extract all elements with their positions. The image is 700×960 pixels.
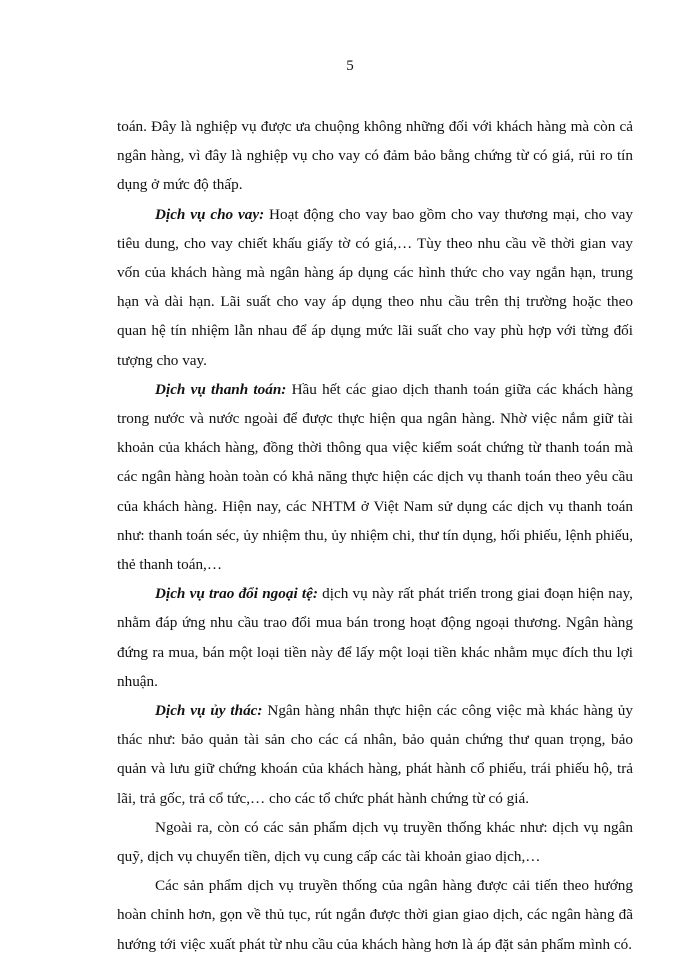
paragraph-text: Hầu hết các giao dịch thanh toán giữa các khách hàng trong nước và nước ngoài để được thực hiện qua ngân hàng. Nhờ việc nắm giữ tài khoản của khách hàng, đồng thời thông qua việc kiểm soát chứng từ thanh toán mà các ngân hàng hoàn toàn có khả năng thực hiện các dịch vụ thanh toán theo yêu cầu của khách hàng. Hiện nay, các NHTM ở Việt Nam sử dụng các dịch vụ thanh toán như: thanh toán séc, ủy nhiệm thu, ủy nhiệm chi, thư tín dụng, hối phiếu, lệnh phiếu, thẻ thanh toán,… [117, 380, 633, 574]
paragraph-payment-service [117, 375, 633, 579]
term-trust-service: Dịch vụ ủy thác: [155, 702, 263, 720]
page-number: 5 [346, 58, 354, 74]
term-loan-service: Dịch vụ cho vay: [155, 205, 265, 223]
paragraph-text: dịch vụ này rất phát triển trong giai đoạn hiện nay, nhằm đáp ứng nhu cầu trao đổi mua bán trong hoạt động ngoại thương. Ngân hàng đứng ra mua, bán một loại tiền này để lấy một loại tiền khác nhằm mục đích thu lợi nhuận. [117, 585, 633, 690]
document-body [117, 112, 633, 959]
paragraph-foreign-exchange-service [117, 579, 633, 696]
paragraph-continuation [117, 112, 633, 200]
paragraph-other-services [117, 813, 633, 871]
paragraph-text: Ngân hàng nhân thực hiện các công việc mà khác hàng ủy thác như: bảo quản tài sản cho các cá nhân, bảo quản chứng thư quan trọng, bảo quản và lưu giữ chứng khoán của khách hàng, phát hành cổ phiếu, trái phiếu hộ, trả lãi, trả gốc, trả cổ tức,… cho các tổ chức phát hành chứng từ có giá. [117, 702, 633, 807]
paragraph-loan-service [117, 200, 633, 375]
paragraph-text: Hoạt động cho vay bao gồm cho vay thương mại, cho vay tiêu dung, cho vay chiết khấu giấy tờ có giá,… Tùy theo nhu cầu về thời gian vay vốn của khách hàng mà ngân hàng áp dụng các hình thức cho vay ngắn hạn, trung hạn và dài hạn. Lãi suất cho vay áp dụng theo nhu cầu trên thị trường hoặc theo quan hệ tín nhiệm lẫn nhau để áp dụng mức lãi suất cho vay phù hợp với từng đối tượng cho vay. [117, 205, 633, 369]
term-foreign-exchange-service: Dịch vụ trao đổi ngoại tệ: [155, 585, 318, 603]
paragraph-text: Ngoài ra, còn có các sản phẩm dịch vụ truyền thống khác như: dịch vụ ngân quỹ, dịch vụ chuyển tiền, dịch vụ cung cấp các tài khoản giao dịch,… [117, 818, 633, 866]
paragraph-traditional-products [117, 871, 633, 959]
paragraph-text: toán. Đây là nghiệp vụ được ưa chuộng không những đối với khách hàng mà còn cả ngân hàng, vì đây là nghiệp vụ cho vay có đảm bảo bằng chứng từ có giá, rủi ro tín dụng ở mức độ thấp. [117, 118, 633, 194]
term-payment-service: Dịch vụ thanh toán: [155, 380, 287, 398]
paragraph-text: Các sản phẩm dịch vụ truyền thống của ngân hàng được cải tiến theo hướng hoàn chỉnh hơn, gọn về thủ tục, rút ngắn được thời gian giao dịch, các ngân hàng đã hướng tới việc xuất phát từ nhu cầu của khách hàng hơn là áp đặt sản phẩm mình có. [117, 877, 633, 953]
paragraph-trust-service [117, 696, 633, 813]
